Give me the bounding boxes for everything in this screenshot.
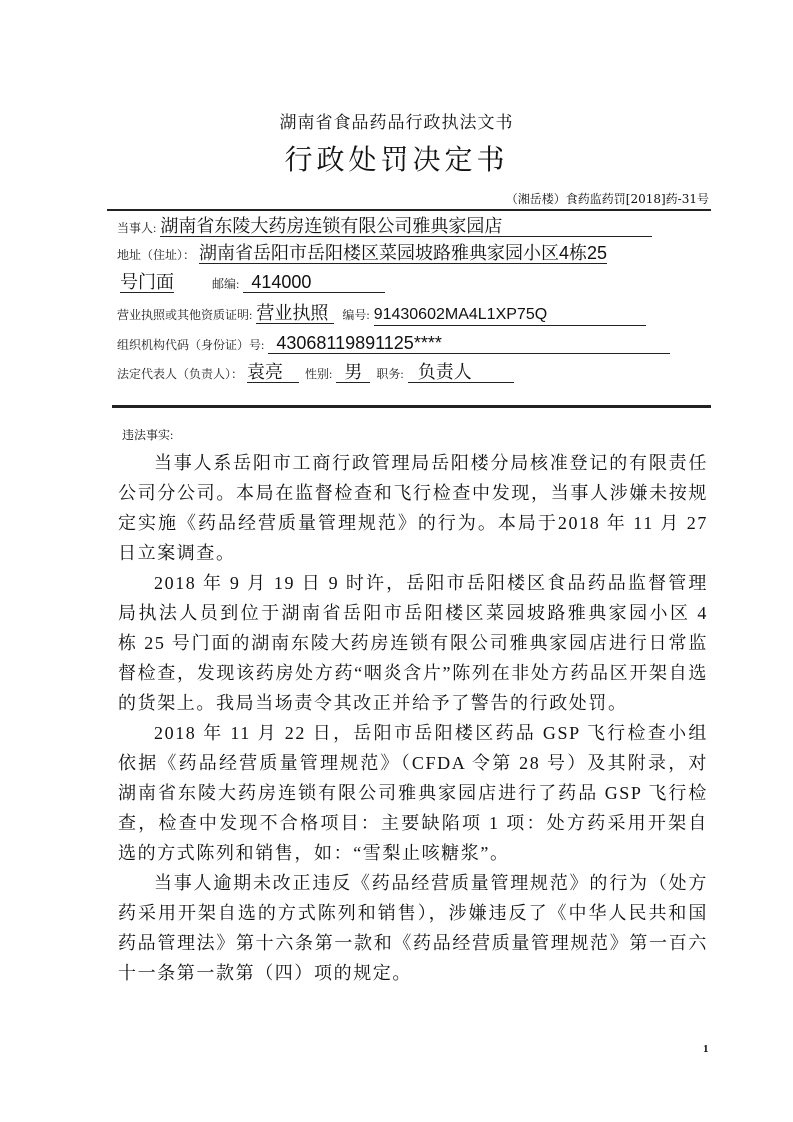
license-value: 营业执照	[256, 303, 334, 324]
address-postcode-row	[120, 272, 385, 293]
page-number: 1	[703, 1043, 709, 1055]
org-code-label: 组织机构代码（身份证）号:	[117, 338, 265, 352]
gender-label: 性别:	[305, 367, 333, 381]
position-value: 负责人	[408, 362, 514, 383]
document-number: （湘岳楼）食药监药罚[2018]药-31号	[505, 192, 709, 206]
gender-value: 男	[336, 362, 370, 383]
license-number-value: 91430602MA4L1XP75Q	[374, 305, 646, 326]
address-value-line1: 湖南省岳阳市岳阳楼区菜园坡路雅典家园小区4栋25	[199, 243, 608, 263]
representative-row	[117, 362, 514, 383]
org-code-value: 43068119891125****	[268, 333, 670, 354]
document-subtitle: 湖南省食品药品行政执法文书	[279, 113, 514, 133]
position-label: 职务:	[376, 367, 404, 381]
address-row	[117, 243, 607, 264]
postcode-value: 414000	[243, 272, 385, 293]
facts-paragraph: 当事人逾期未改正违反《药品经营质量管理规范》的行为（处方药采用开架自选的方式陈列和销售），涉嫌违反了《中华人民共和国药品管理法》第十六条第一款和《药品经营质量管理规范》第一百六十一条第一款第（四）项的规定。	[118, 873, 708, 983]
facts-paragraph: 当事人系岳阳市工商行政管理局岳阳楼分局核准登记的有限责任公司分公司。本局在监督检查和飞行检查中发现，当事人涉嫌未按规定实施《药品经营质量管理规范》的行为。本局于2018 年 11 月 27 日立案调查。	[118, 453, 708, 563]
address-label: 地址（住址）：	[117, 248, 196, 262]
license-row	[117, 303, 646, 326]
party-value: 湖南省东陵大药房连锁有限公司雅典家园店	[160, 216, 652, 237]
org-code-row	[117, 333, 670, 354]
top-divider	[107, 209, 711, 211]
address-value-line2: 号门面	[120, 272, 174, 292]
bottom-divider	[112, 405, 711, 408]
representative-label: 法定代表人（负责人）：	[117, 367, 244, 381]
license-label: 营业执照或其他资质证明:	[117, 308, 253, 322]
license-number-label: 编号:	[342, 308, 370, 322]
document-title: 行政处罚决定书	[284, 143, 509, 176]
representative-value: 袁亮	[247, 362, 299, 383]
party-row	[117, 216, 652, 237]
facts-paragraph: 2018 年 11 月 22 日，岳阳市岳阳楼区药品 GSP 飞行检查小组依据《药品经营质量管理规范》（CFDA 令第 28 号）及其附录，对湖南省东陵大药房连锁有限公司雅典家园店进行了药品 GSP 飞行检查，检查中发现不合格项目：主要缺陷项 1 项：处方药采用开架自选的方式陈列和销售，如：“雪梨止咳糖浆”。	[118, 723, 708, 863]
party-label: 当事人:	[117, 221, 157, 235]
facts-body	[118, 448, 708, 988]
facts-section-label: 违法事实:	[122, 428, 174, 442]
postcode-label: 邮编:	[212, 277, 240, 291]
facts-paragraph: 2018 年 9 月 19 日 9 时许，岳阳市岳阳楼区食品药品监督管理局执法人员到位于湖南省岳阳市岳阳楼区菜园坡路雅典家园小区 4 栋 25 号门面的湖南东陵大药房连锁有限公司雅典家园店进行日常监督检查，发现该药房处方药“咽炎含片”陈列在非处方药品区开架自选的货架上。我局当场责令其改正并给予了警告的行政处罚。	[118, 573, 708, 713]
